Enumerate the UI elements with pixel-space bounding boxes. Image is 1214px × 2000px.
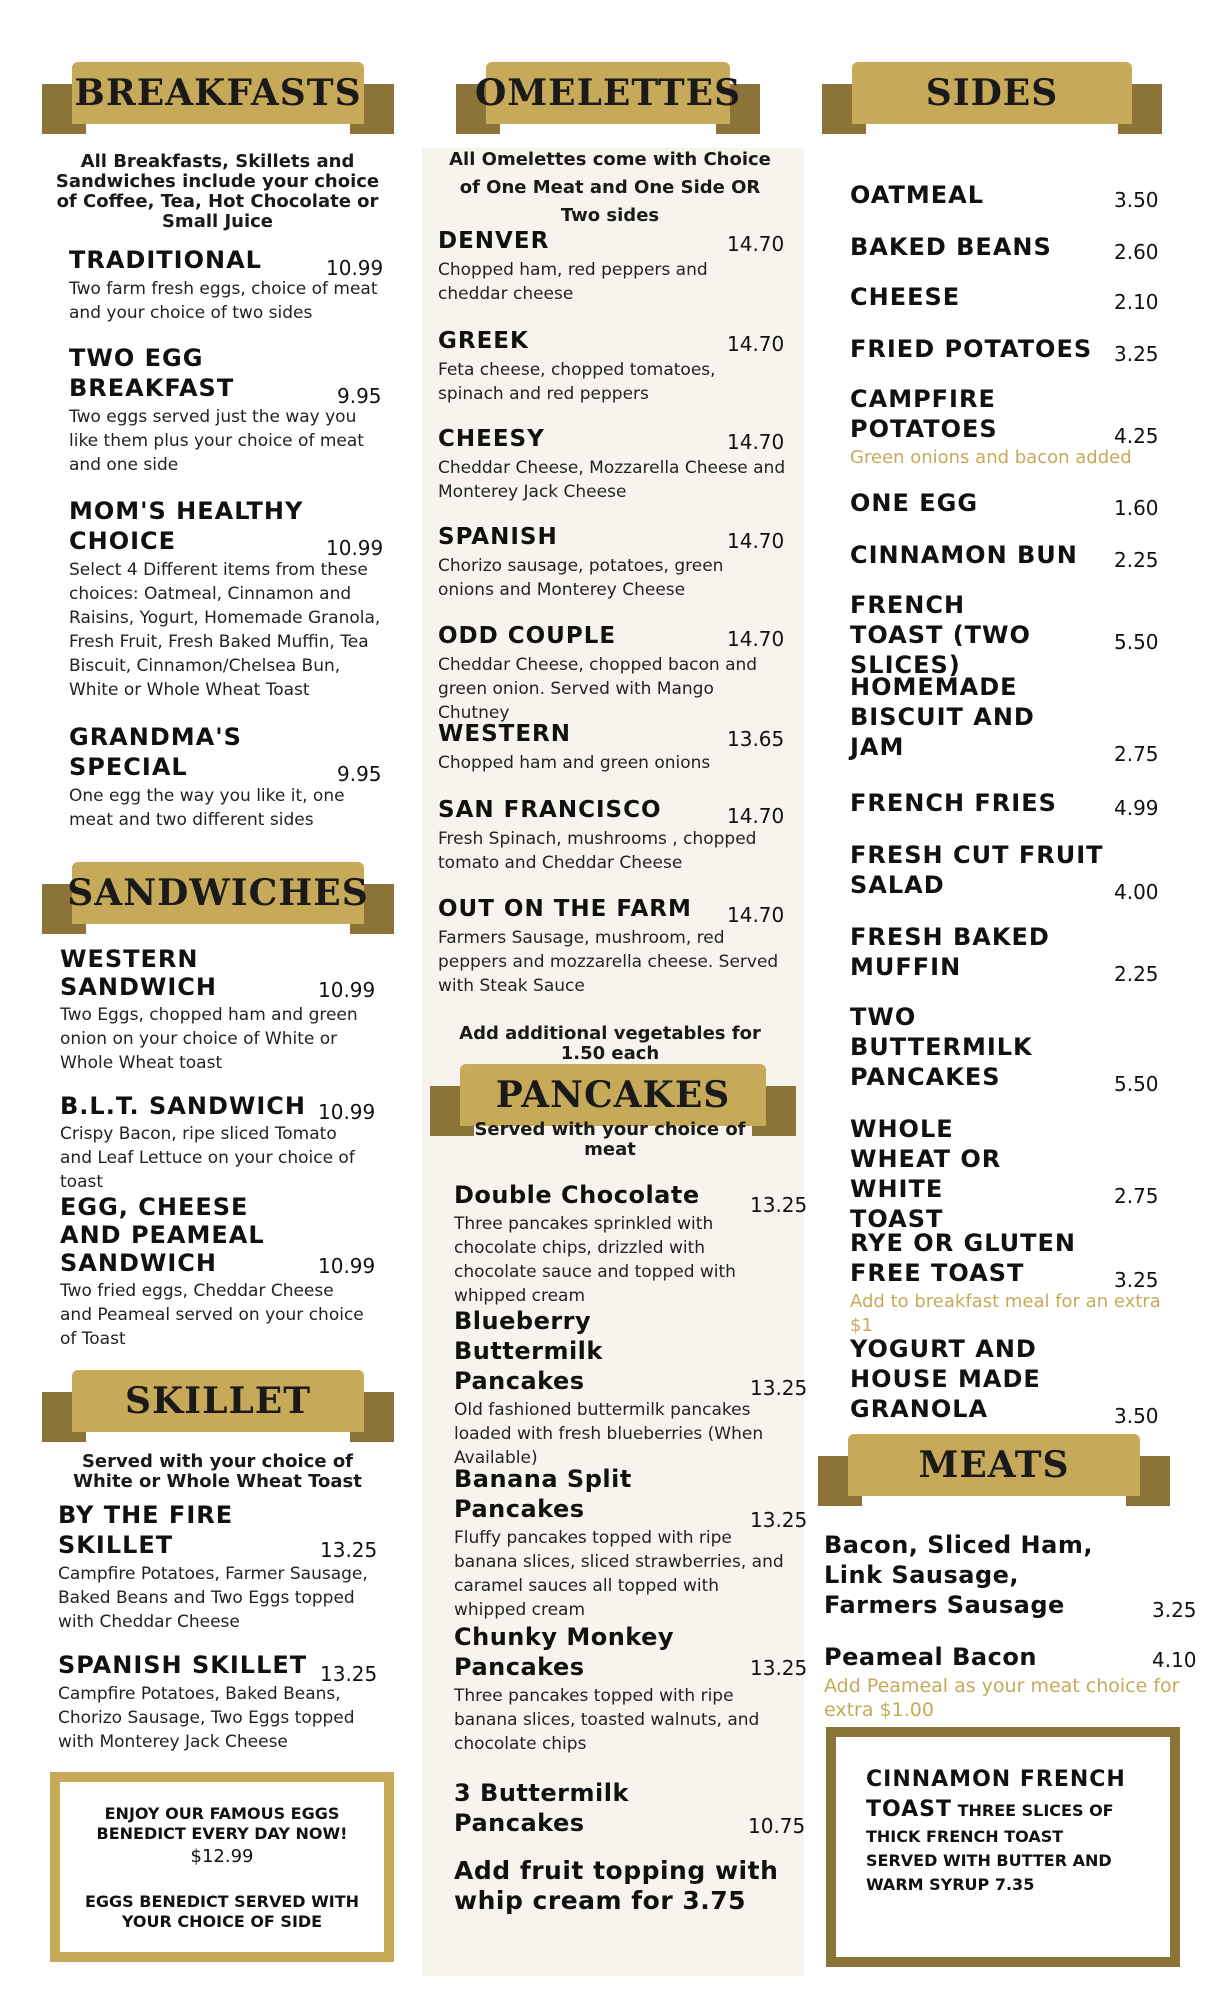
side-item-name: BAKED BEANS bbox=[850, 233, 1052, 261]
sandwiches-title: SANDWICHES bbox=[67, 872, 369, 914]
menu-item bbox=[454, 1180, 794, 1308]
side-item-price: 1.60 bbox=[1114, 496, 1159, 520]
side-item-name: TWO BUTTERMILK PANCAKES bbox=[850, 1003, 1033, 1091]
side-item bbox=[850, 334, 1150, 364]
side-item-name: CHEESE bbox=[850, 283, 961, 311]
item-price: 10.99 bbox=[326, 536, 384, 560]
side-item bbox=[850, 488, 1150, 518]
side-item-name: FRENCH TOAST (TWO SLICES) bbox=[850, 591, 1031, 679]
item-name: Blueberry Buttermilk Pancakes bbox=[454, 1307, 603, 1395]
side-item bbox=[850, 384, 1150, 470]
item-price: 13.25 bbox=[750, 1376, 808, 1400]
side-item bbox=[850, 922, 1150, 982]
item-price: 13.25 bbox=[320, 1538, 378, 1562]
side-item-name: WHOLE WHEAT OR WHITE TOAST bbox=[850, 1115, 1002, 1233]
breakfasts-banner bbox=[42, 62, 394, 138]
side-item bbox=[850, 840, 1150, 900]
breakfasts-note: All Breakfasts, Skillets and Sandwiches include your choice of Coffee, Tea, Hot Chocolate or Small Juice bbox=[55, 151, 380, 232]
item-desc: Crispy Bacon, ripe sliced Tomato and Leaf Lettuce on your choice of toast bbox=[60, 1124, 355, 1192]
side-item-name: YOGURT AND HOUSE MADE GRANOLA bbox=[850, 1335, 1041, 1423]
skillet-title: SKILLET bbox=[125, 1380, 311, 1422]
side-item-price: 3.50 bbox=[1114, 1404, 1159, 1428]
side-item bbox=[850, 1334, 1150, 1424]
menu-item bbox=[454, 1306, 794, 1470]
item-desc: Fluffy pancakes topped with ripe banana slices, sliced strawberries, and caramel sauces all topped with whipped cream bbox=[454, 1528, 784, 1620]
item-desc: Cheddar Cheese, Mozzarella Cheese and Monterey Jack Cheese bbox=[438, 458, 786, 502]
item-name: Banana Split Pancakes bbox=[454, 1465, 632, 1523]
omelettes-extra: Add additional vegetables for 1.50 each bbox=[459, 1023, 761, 1064]
item-price: 4.10 bbox=[1152, 1648, 1197, 1672]
menu-item bbox=[69, 496, 389, 702]
item-name: SAN FRANCISCO bbox=[438, 797, 662, 823]
item-desc: Two fried eggs, Cheddar Cheese and Peameal served on your choice of Toast bbox=[60, 1281, 364, 1349]
menu-item bbox=[824, 1642, 1194, 1722]
item-name: DENVER bbox=[438, 228, 550, 254]
benedict-line1: ENJOY OUR FAMOUS EGGS BENEDICT EVERY DAY NOW! bbox=[96, 1804, 348, 1843]
side-item-name: RYE OR GLUTEN FREE TOAST bbox=[850, 1229, 1077, 1287]
pancakes-extra: Add fruit topping with whip cream for 3.75 bbox=[454, 1856, 779, 1915]
item-desc: Two Eggs, chopped ham and green onion on your choice of White or Whole Wheat toast bbox=[60, 1005, 358, 1073]
item-price: 14.70 bbox=[727, 232, 785, 256]
item-price: 10.99 bbox=[318, 1254, 376, 1278]
item-name: GREEK bbox=[438, 328, 529, 354]
item-name: Bacon, Sliced Ham, Link Sausage, Farmers Sausage bbox=[824, 1531, 1093, 1619]
item-price: 13.25 bbox=[750, 1193, 808, 1217]
item-desc: Farmers Sausage, mushroom, red peppers and mozzarella cheese. Served with Steak Sauce bbox=[438, 928, 779, 996]
item-name: EGG, CHEESE AND PEAMEAL SANDWICH bbox=[60, 1193, 265, 1277]
item-name: Chunky Monkey Pancakes bbox=[454, 1623, 675, 1681]
side-item-price: 2.25 bbox=[1114, 962, 1159, 986]
sandwiches-banner bbox=[42, 862, 394, 938]
item-name: CHEESY bbox=[438, 426, 545, 452]
item-desc: Campfire Potatoes, Baked Beans, Chorizo Sausage, Two Eggs topped with Monterey Jack Cheese bbox=[58, 1684, 355, 1752]
item-price: 14.70 bbox=[727, 430, 785, 454]
menu-item bbox=[824, 1530, 1124, 1620]
side-item-price: 4.99 bbox=[1114, 796, 1159, 820]
side-item bbox=[850, 1114, 1150, 1234]
item-desc: Campfire Potatoes, Farmer Sausage, Baked Beans and Two Eggs topped with Cheddar Cheese bbox=[58, 1564, 368, 1632]
side-item bbox=[850, 232, 1150, 262]
item-desc: Three pancakes sprinkled with chocolate chips, drizzled with chocolate sauce and topped with whipped cream bbox=[454, 1214, 736, 1306]
menu-item bbox=[454, 1778, 794, 1838]
side-item-price: 2.60 bbox=[1114, 240, 1159, 264]
sides-banner bbox=[822, 62, 1162, 138]
item-name: SPANISH SKILLET bbox=[58, 1651, 308, 1679]
item-name: 3 Buttermilk Pancakes bbox=[454, 1779, 629, 1837]
item-name: BY THE FIRE SKILLET bbox=[58, 1501, 234, 1559]
item-desc: Old fashioned buttermilk pancakes loaded with fresh blueberries (When Available) bbox=[454, 1400, 764, 1468]
item-name: WESTERN bbox=[438, 721, 572, 747]
item-desc: One egg the way you like it, one meat and two different sides bbox=[69, 786, 345, 830]
item-desc: Chorizo sausage, potatoes, green onions and Monterey Cheese bbox=[438, 556, 724, 600]
cinnamon-box bbox=[826, 1727, 1180, 1967]
item-desc: Chopped ham, red peppers and cheddar cheese bbox=[438, 260, 708, 304]
side-item bbox=[850, 540, 1150, 570]
menu-item bbox=[454, 1622, 794, 1756]
menu-item bbox=[60, 945, 380, 1075]
item-price: 14.70 bbox=[727, 903, 785, 927]
item-name: MOM'S HEALTHY CHOICE bbox=[69, 497, 304, 555]
item-price: 10.99 bbox=[318, 978, 376, 1002]
side-item-name: FRESH BAKED MUFFIN bbox=[850, 923, 1050, 981]
side-item bbox=[850, 1002, 1150, 1092]
side-item-price: 3.50 bbox=[1114, 188, 1159, 212]
side-item bbox=[850, 282, 1150, 312]
benedict-box bbox=[50, 1772, 394, 1962]
side-item bbox=[850, 1228, 1161, 1338]
item-price: 10.75 bbox=[748, 1814, 806, 1838]
item-desc: Two eggs served just the way you like them plus your choice of meat and one side bbox=[69, 407, 364, 475]
side-item-price: 4.25 bbox=[1114, 424, 1159, 448]
item-desc: Two farm fresh eggs, choice of meat and your choice of two sides bbox=[69, 279, 378, 323]
side-item bbox=[850, 672, 1150, 762]
item-price: 3.25 bbox=[1152, 1598, 1197, 1622]
item-price: 14.70 bbox=[727, 804, 785, 828]
item-name: TRADITIONAL bbox=[69, 246, 262, 274]
item-name: B.L.T. SANDWICH bbox=[60, 1092, 306, 1120]
side-item bbox=[850, 590, 1150, 680]
menu-item bbox=[69, 343, 389, 477]
side-item-note: Green onions and bacon added bbox=[850, 447, 1132, 468]
cinnamon-title: CINNAMON FRENCH TOAST bbox=[866, 1767, 1126, 1822]
side-item-price: 2.75 bbox=[1114, 742, 1159, 766]
item-note: Add Peameal as your meat choice for extra $1.00 bbox=[824, 1675, 1180, 1721]
side-item-price: 2.75 bbox=[1114, 1184, 1159, 1208]
side-item-name: FRIED POTATOES bbox=[850, 335, 1093, 363]
cinnamon-text: THREE SLICES OF THICK FRENCH TOAST SERVED WITH BUTTER AND WARM SYRUP 7.35 bbox=[866, 1801, 1114, 1894]
item-desc: Fresh Spinach, mushrooms , chopped tomato and Cheddar Cheese bbox=[438, 829, 757, 873]
pancakes-title: PANCAKES bbox=[495, 1074, 731, 1116]
item-price: 9.95 bbox=[337, 762, 382, 786]
side-item-name: CAMPFIRE POTATOES bbox=[850, 385, 998, 443]
side-item bbox=[850, 788, 1150, 818]
item-price: 9.95 bbox=[337, 384, 382, 408]
item-name: SPANISH bbox=[438, 524, 558, 550]
item-price: 14.70 bbox=[727, 332, 785, 356]
item-desc: Three pancakes topped with ripe banana slices, toasted walnuts, and chocolate chips bbox=[454, 1686, 760, 1754]
item-desc: Select 4 Different items from these choices: Oatmeal, Cinnamon and Raisins, Yogurt, Homemade Granola, Fresh Fruit, Fresh Baked Muffin, Tea Biscuit, Cinnamon/Chelsea Bun, White or Whole Wheat Toast bbox=[69, 560, 381, 700]
item-price: 13.65 bbox=[727, 727, 785, 751]
side-item-note: Add to breakfast meal for an extra $1 bbox=[850, 1291, 1161, 1336]
item-name: ODD COUPLE bbox=[438, 623, 617, 649]
menu-item bbox=[454, 1464, 794, 1622]
side-item-price: 3.25 bbox=[1114, 1268, 1159, 1292]
item-desc: Feta cheese, chopped tomatoes, spinach and red peppers bbox=[438, 360, 716, 404]
sides-title: SIDES bbox=[925, 72, 1059, 114]
side-item-price: 3.25 bbox=[1114, 342, 1159, 366]
item-name: WESTERN SANDWICH bbox=[60, 945, 217, 1001]
omelettes-banner bbox=[456, 62, 760, 138]
benedict-price: $12.99 bbox=[190, 1846, 254, 1867]
side-item-price: 4.00 bbox=[1114, 880, 1159, 904]
item-price: 13.25 bbox=[750, 1508, 808, 1532]
item-price: 10.99 bbox=[326, 256, 384, 280]
side-item-price: 2.25 bbox=[1114, 548, 1159, 572]
item-name: GRANDMA'S SPECIAL bbox=[69, 723, 242, 781]
item-price: 14.70 bbox=[727, 529, 785, 553]
side-item-name: CINNAMON BUN bbox=[850, 541, 1078, 569]
meats-banner bbox=[818, 1434, 1170, 1510]
side-item-price: 2.10 bbox=[1114, 290, 1159, 314]
item-price: 13.25 bbox=[750, 1656, 808, 1680]
item-name: Peameal Bacon bbox=[824, 1643, 1037, 1671]
side-item-name: FRESH CUT FRUIT SALAD bbox=[850, 841, 1104, 899]
side-item-price: 5.50 bbox=[1114, 1072, 1159, 1096]
side-item-name: OATMEAL bbox=[850, 181, 984, 209]
side-item-price: 5.50 bbox=[1114, 630, 1159, 654]
side-item-name: FRENCH FRIES bbox=[850, 789, 1057, 817]
breakfasts-title: BREAKFASTS bbox=[74, 72, 362, 114]
item-desc: Chopped ham and green onions bbox=[438, 753, 711, 773]
item-name: OUT ON THE FARM bbox=[438, 896, 692, 922]
item-price: 14.70 bbox=[727, 627, 785, 651]
benedict-line2: EGGS BENEDICT SERVED WITH YOUR CHOICE OF SIDE bbox=[84, 1892, 360, 1931]
menu-item bbox=[58, 1500, 388, 1634]
side-item-name: ONE EGG bbox=[850, 489, 979, 517]
side-item bbox=[850, 180, 1150, 210]
meats-title: MEATS bbox=[918, 1444, 1070, 1486]
omelettes-title: OMELETTES bbox=[474, 72, 742, 114]
pancakes-note: Served with your choice of meat bbox=[474, 1119, 746, 1160]
item-desc: Cheddar Cheese, chopped bacon and green onion. Served with Mango Chutney bbox=[438, 655, 758, 723]
skillet-note: Served with your choice of White or Whole Wheat Toast bbox=[73, 1451, 362, 1492]
item-name: TWO EGG BREAKFAST bbox=[69, 344, 235, 402]
skillet-banner bbox=[42, 1370, 394, 1446]
item-price: 13.25 bbox=[320, 1662, 378, 1686]
item-name: Double Chocolate bbox=[454, 1181, 700, 1209]
omelettes-note: All Omelettes come with Choice of One Meat and One Side OR Two sides bbox=[449, 149, 771, 226]
side-item-name: HOMEMADE BISCUIT AND JAM bbox=[850, 673, 1035, 761]
item-price: 10.99 bbox=[318, 1100, 376, 1124]
